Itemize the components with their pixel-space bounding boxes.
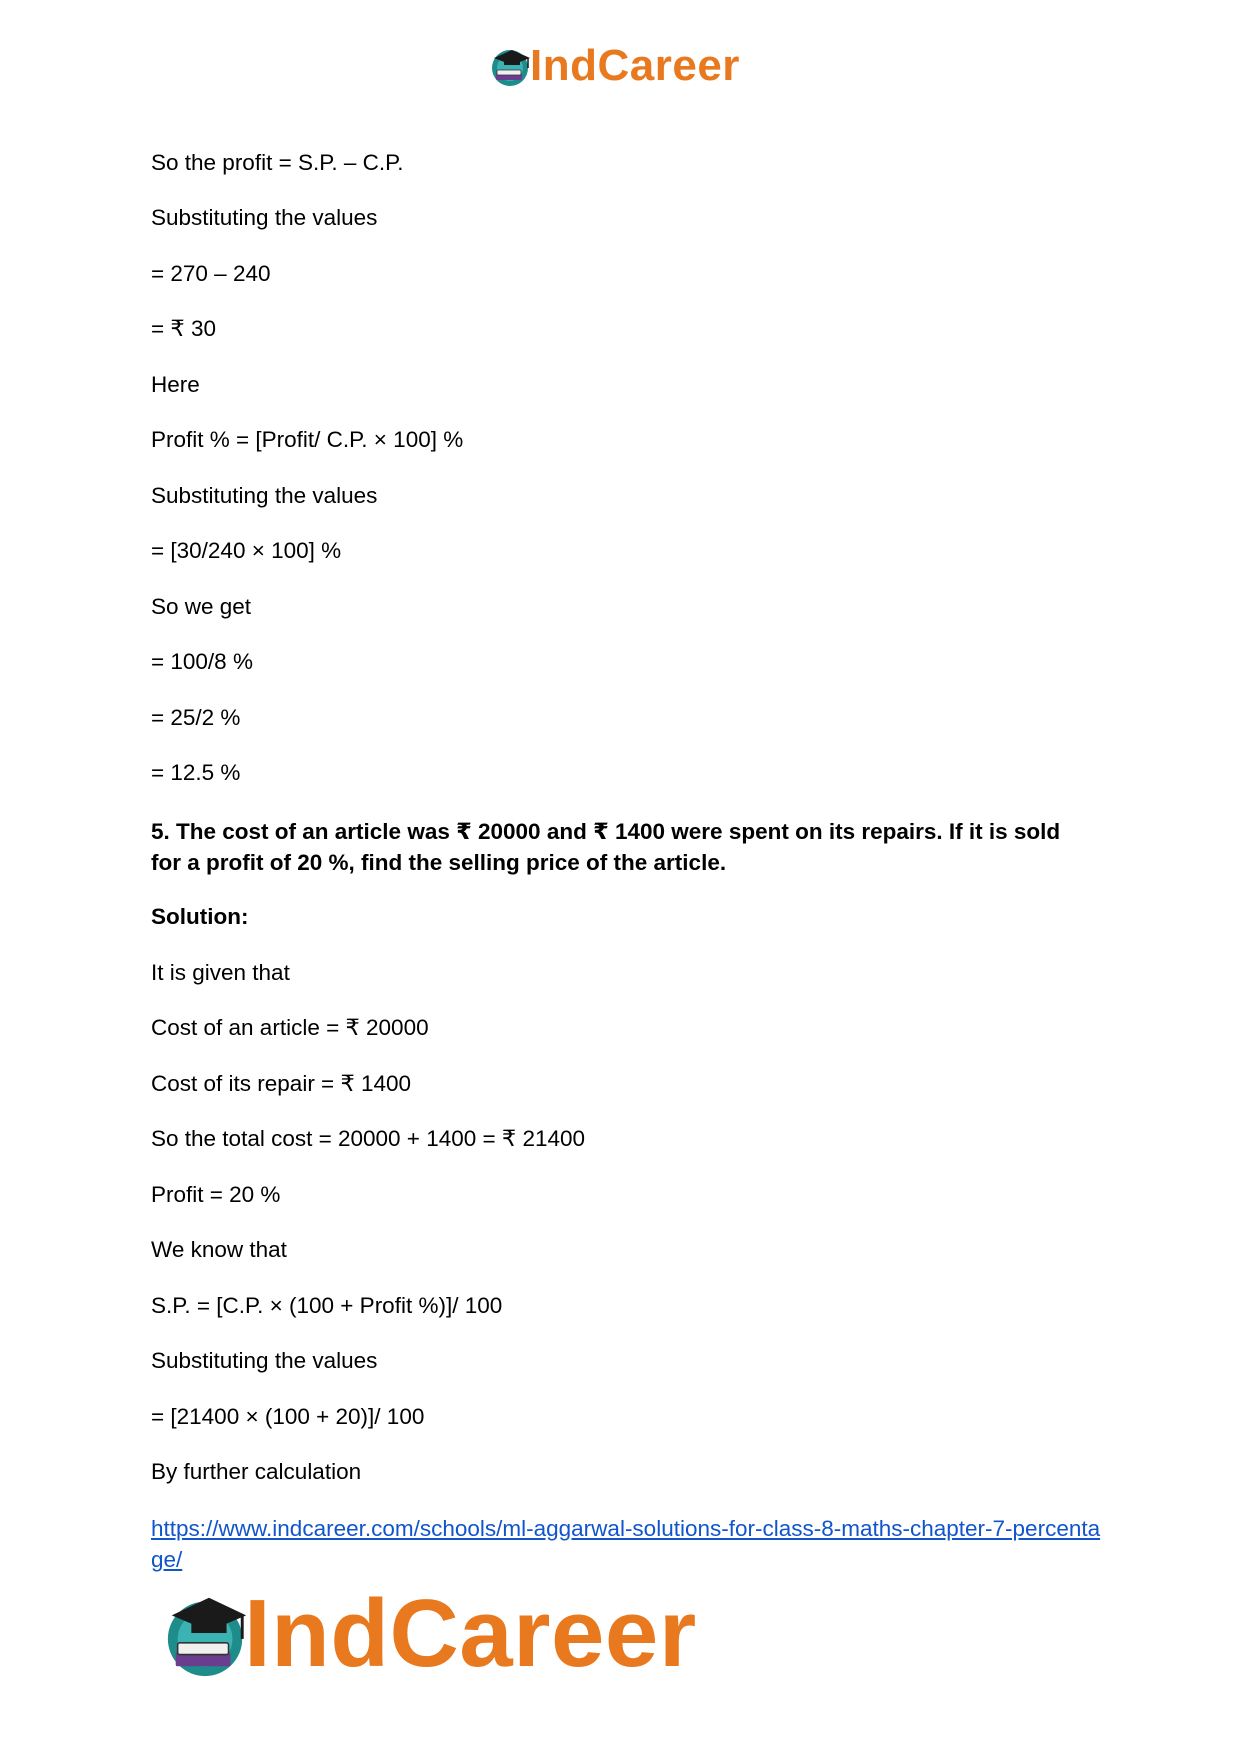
- brand-name: IndCareer: [530, 41, 740, 90]
- text-line: Cost of its repair = ₹ 1400: [151, 1071, 412, 1096]
- text-line: = 12.5 %: [151, 760, 241, 785]
- header-logo: [488, 41, 740, 90]
- text-line: So we get: [151, 594, 252, 619]
- text-line: It is given that: [151, 960, 290, 985]
- graduation-globe-icon: [488, 44, 534, 88]
- text-line: = [30/240 × 100] %: [151, 538, 342, 563]
- text-line: Here: [151, 372, 200, 397]
- text-line: Profit % = [Profit/ C.P. × 100] %: [151, 427, 464, 452]
- question-text: 5. The cost of an article was ₹ 20000 and ₹ 1400 were spent on its repairs. If it is sold for a profit of 20 %, find the selling price of the article.: [151, 819, 1061, 875]
- text-line: Profit = 20 %: [151, 1182, 281, 1207]
- footer-logo: [162, 1582, 697, 1686]
- text-line: By further calculation: [151, 1459, 362, 1484]
- text-line: Substituting the values: [151, 205, 378, 230]
- text-line: Substituting the values: [151, 483, 378, 508]
- solution-label: Solution:: [151, 904, 249, 929]
- text-line: = [21400 × (100 + 20)]/ 100: [151, 1404, 425, 1429]
- text-line: Cost of an article = ₹ 20000: [151, 1015, 429, 1040]
- text-line: = 270 – 240: [151, 261, 271, 286]
- text-line: So the total cost = 20000 + 1400 = ₹ 21400: [151, 1126, 586, 1151]
- text-line: So the profit = S.P. – C.P.: [151, 150, 404, 175]
- text-line: S.P. = [C.P. × (100 + Profit %)]/ 100: [151, 1293, 503, 1318]
- text-line: = 25/2 %: [151, 705, 241, 730]
- source-link[interactable]: https://www.indcareer.com/schools/ml-aggarwal-solutions-for-class-8-maths-chapter-7-percentage/: [151, 1516, 1101, 1572]
- brand-name: IndCareer: [244, 1580, 697, 1687]
- text-line: = ₹ 30: [151, 316, 216, 341]
- graduation-globe-icon: [162, 1586, 252, 1682]
- text-line: = 100/8 %: [151, 649, 253, 674]
- text-line: We know that: [151, 1237, 287, 1262]
- text-line: Substituting the values: [151, 1348, 378, 1373]
